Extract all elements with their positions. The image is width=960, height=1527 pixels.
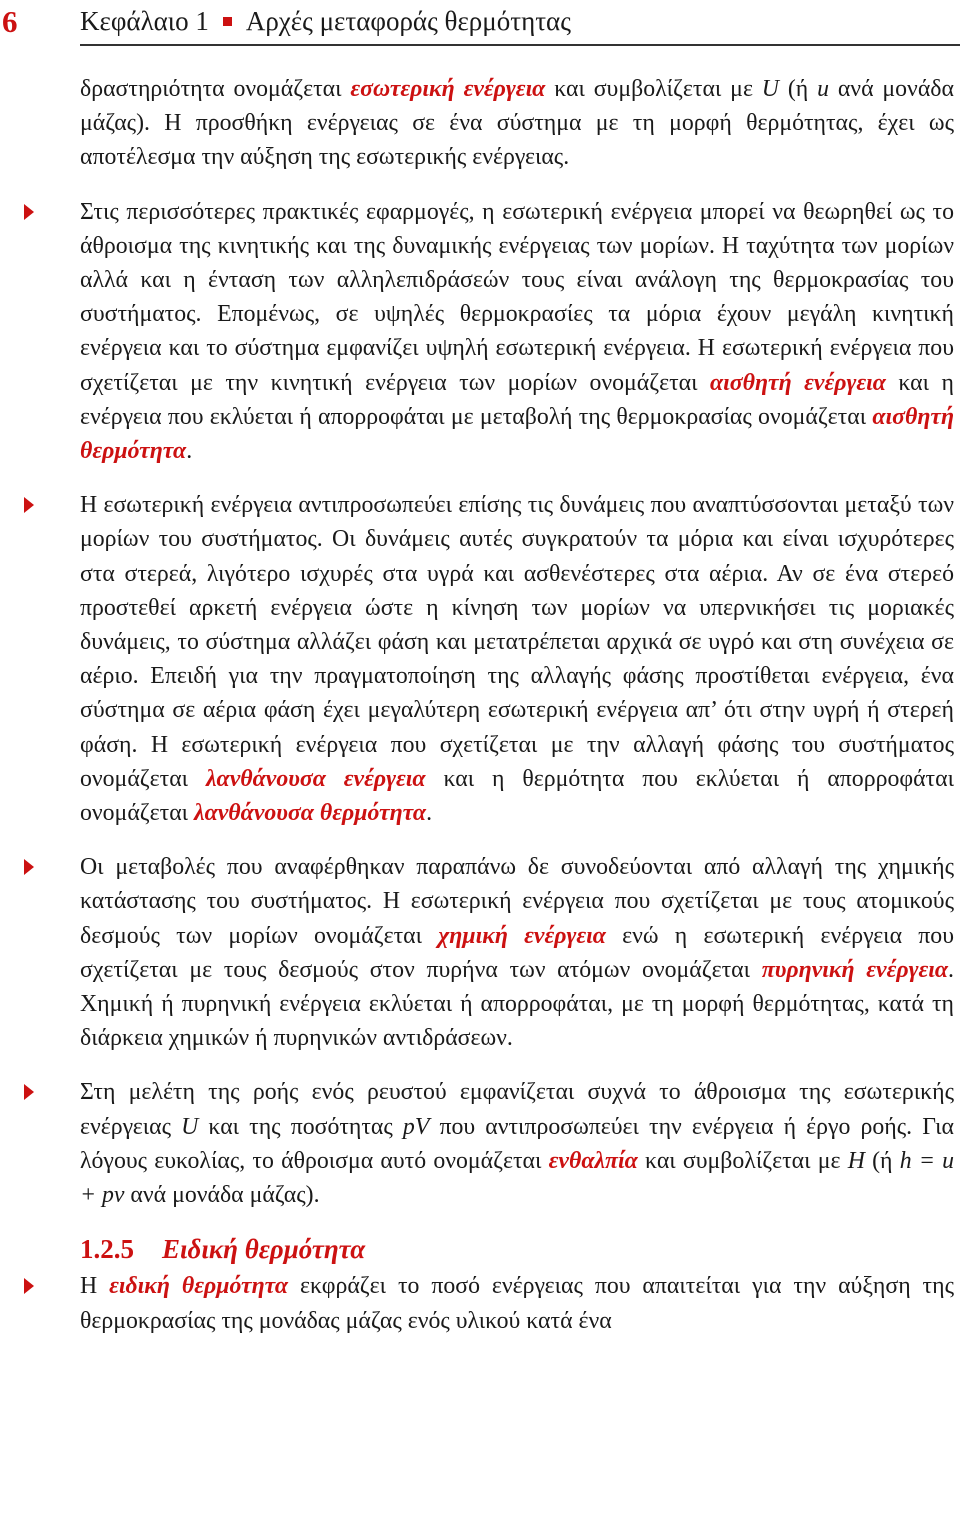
text-run: Η εσωτερική ενέργεια αντιπροσωπεύει επίσης τις δυνάμεις που αναπτύσσονται μεταξύ των μορίων του συστήματος. Οι δυνάμεις αυτές συγκρατούν τα μόρια και είναι ισχυρότερες στα στερεά, λιγότερο ισχυρές στα υγρά και ασθενέστερες στα αέρια. Αν σε ένα στερεό προστεθεί αρκετή ενέργεια ώστε η κίνηση των μορίων να υπερνικήσει τις μοριακές δυνάμεις, το σύστημα αλλάζει φάση και μετατρέπεται αρχικά σε υγρό και στη συνέχεια σε αέριο. Επειδή για την πραγματοποίηση της αλλαγής φάσης προστίθεται ενέργεια, ένα σύστημα σε αέρια φάση έχει μεγαλύτερη εσωτερική ενέργεια απ’ ότι στην υγρή ή στερεή φάση. Η εσωτερική ενέργεια που σχετίζεται με την αλλαγή φάσης του συστήματος ονομάζεται [80,492,954,792]
text-run: . Χημική ή πυρηνική ενέργεια εκλύεται ή απορροφάται, με τη μορφή θερμότητας, κατά τη διάρκεια χημικών ή πυρηνικών αντιδράσεων. [80,956,954,1052]
paragraph-latent-energy [80,488,954,830]
triangle-bullet-icon [24,497,34,513]
text-run: . [426,800,433,827]
text-run: Στις περισσότερες πρακτικές εφαρμογές, η εσωτερική ενέργεια μπορεί να θεωρηθεί ως το άθροισμα της κινητικής και της δυναμικής ενέργειας των μορίων. Η ταχύτητα των μορίων αλλά και η ένταση των αλληλεπιδράσεών τους είναι ανάλογη της θερμοκρασίας του συστήματος. Επομένως, σε υψηλές θερμοκρασίες τα μόρια έχουν μεγάλη κινητική ενέργεια και το σύστημα εμφανίζει υψηλή εσωτερική ενέργεια. Η εσωτερική ενέργεια που σχετίζεται με την κινητική ενέργεια των μορίων ονομάζεται [80,198,954,396]
running-head [80,6,571,37]
chapter-label: Κεφάλαιο 1 [80,6,209,36]
chapter-title: Αρχές μεταφοράς θερμότητας [245,6,571,36]
term-sensible-energy: αισθητή ενέργεια [710,369,886,396]
paragraph-chemical-nuclear-energy [80,850,954,1055]
paragraph-specific-heat [80,1269,954,1337]
paragraph-enthalpy [80,1075,954,1212]
equation-specific-enthalpy: h = u + pv [80,1147,954,1209]
page-number: 6 [2,4,18,39]
triangle-bullet-icon [24,1278,34,1294]
triangle-bullet-icon [24,1084,34,1100]
term-enthalpy: ενθαλπία [548,1147,638,1174]
text-run: που αντιπροσωπεύει την ενέργεια ή έργο ροής. Για λόγους ευκολίας, το άθροισμα αυτό ονομάζεται [80,1113,955,1174]
term-latent-heat: λανθάνουσα θερμότητα [194,800,427,827]
page-header [0,0,960,46]
paragraph-internal-energy-intro [80,72,954,175]
text-run: και η θερμότητα που εκλύεται ή απορροφάται ονομάζεται [80,765,954,827]
text-run: Στη μελέτη της ροής ενός ρευστού εμφανίζεται συχνά το άθροισμα της εσωτερικής ενέργειας [80,1079,954,1140]
term-latent-energy: λανθάνουσα ενέργεια [205,765,426,792]
section-heading [80,1234,954,1265]
term-nuclear-energy: πυρηνική ενέργεια [761,956,949,983]
term-chemical-energy: χημική ενέργεια [438,922,606,949]
symbol-H: H [847,1147,865,1174]
symbol-U: U [181,1113,199,1140]
term-specific-heat: ειδική θερμότητα [109,1273,289,1300]
page-body [80,72,954,1338]
triangle-bullet-icon [24,859,34,875]
text-run: Οι μεταβολές που αναφέρθηκαν παραπάνω δε συνοδεύονται από αλλαγή της χημικής κατάστασης του συστήματος. Η εσωτερική ενέργεια που σχετίζεται με τους ατομικούς δεσμούς των μορίων ονομάζεται [80,854,954,949]
text-run: εκφράζει το ποσό ενέργειας που απαιτείται για την αύξηση της θερμοκρασίας της μονάδας μάζας ενός υλικού κατά ένα [80,1273,954,1334]
text-run: και της ποσότητας [198,1113,403,1140]
text-run: (ή [778,76,818,102]
symbol-u: u [817,76,829,102]
text-run: ενώ η εσωτερική ενέργεια που σχετίζεται με τους δεσμούς στον πυρήνα των ατόμων ονομάζεται [80,922,954,983]
section-number: 1.2.5 [80,1234,134,1265]
text-run: και η ενέργεια που εκλύεται ή απορροφάται με μεταβολή της θερμοκρασίας ονομάζεται [80,369,954,430]
paragraph-sensible-energy [80,195,954,469]
text-run: Η [80,1273,110,1300]
text-run: ανά μονάδα μάζας). Η προσθήκη ενέργειας σε ένα σύστημα με τη μορφή θερμότητας, έχει ως αποτέλεσμα την αύξηση της εσωτερικής ενέργειας. [80,76,954,171]
triangle-bullet-icon [24,204,34,220]
symbol-U: U [761,76,779,102]
term-sensible-heat: αισθητή θερμότητα [80,403,954,465]
text-run: και συμβολίζεται με [637,1147,848,1174]
term-internal-energy: εσωτερική ενέργεια [350,76,546,102]
square-bullet-icon [223,17,232,26]
section-title: Ειδική θερμότητα [162,1234,366,1265]
symbol-pV: pV [402,1113,430,1140]
text-run: δραστηριότητα ονομάζεται [80,76,351,102]
header-rule [80,44,960,46]
text-run: . [186,438,193,465]
text-run: (ή [864,1147,900,1174]
text-run: και συμβολίζεται με [545,76,762,102]
text-run: ανά μονάδα μάζας). [124,1182,320,1209]
